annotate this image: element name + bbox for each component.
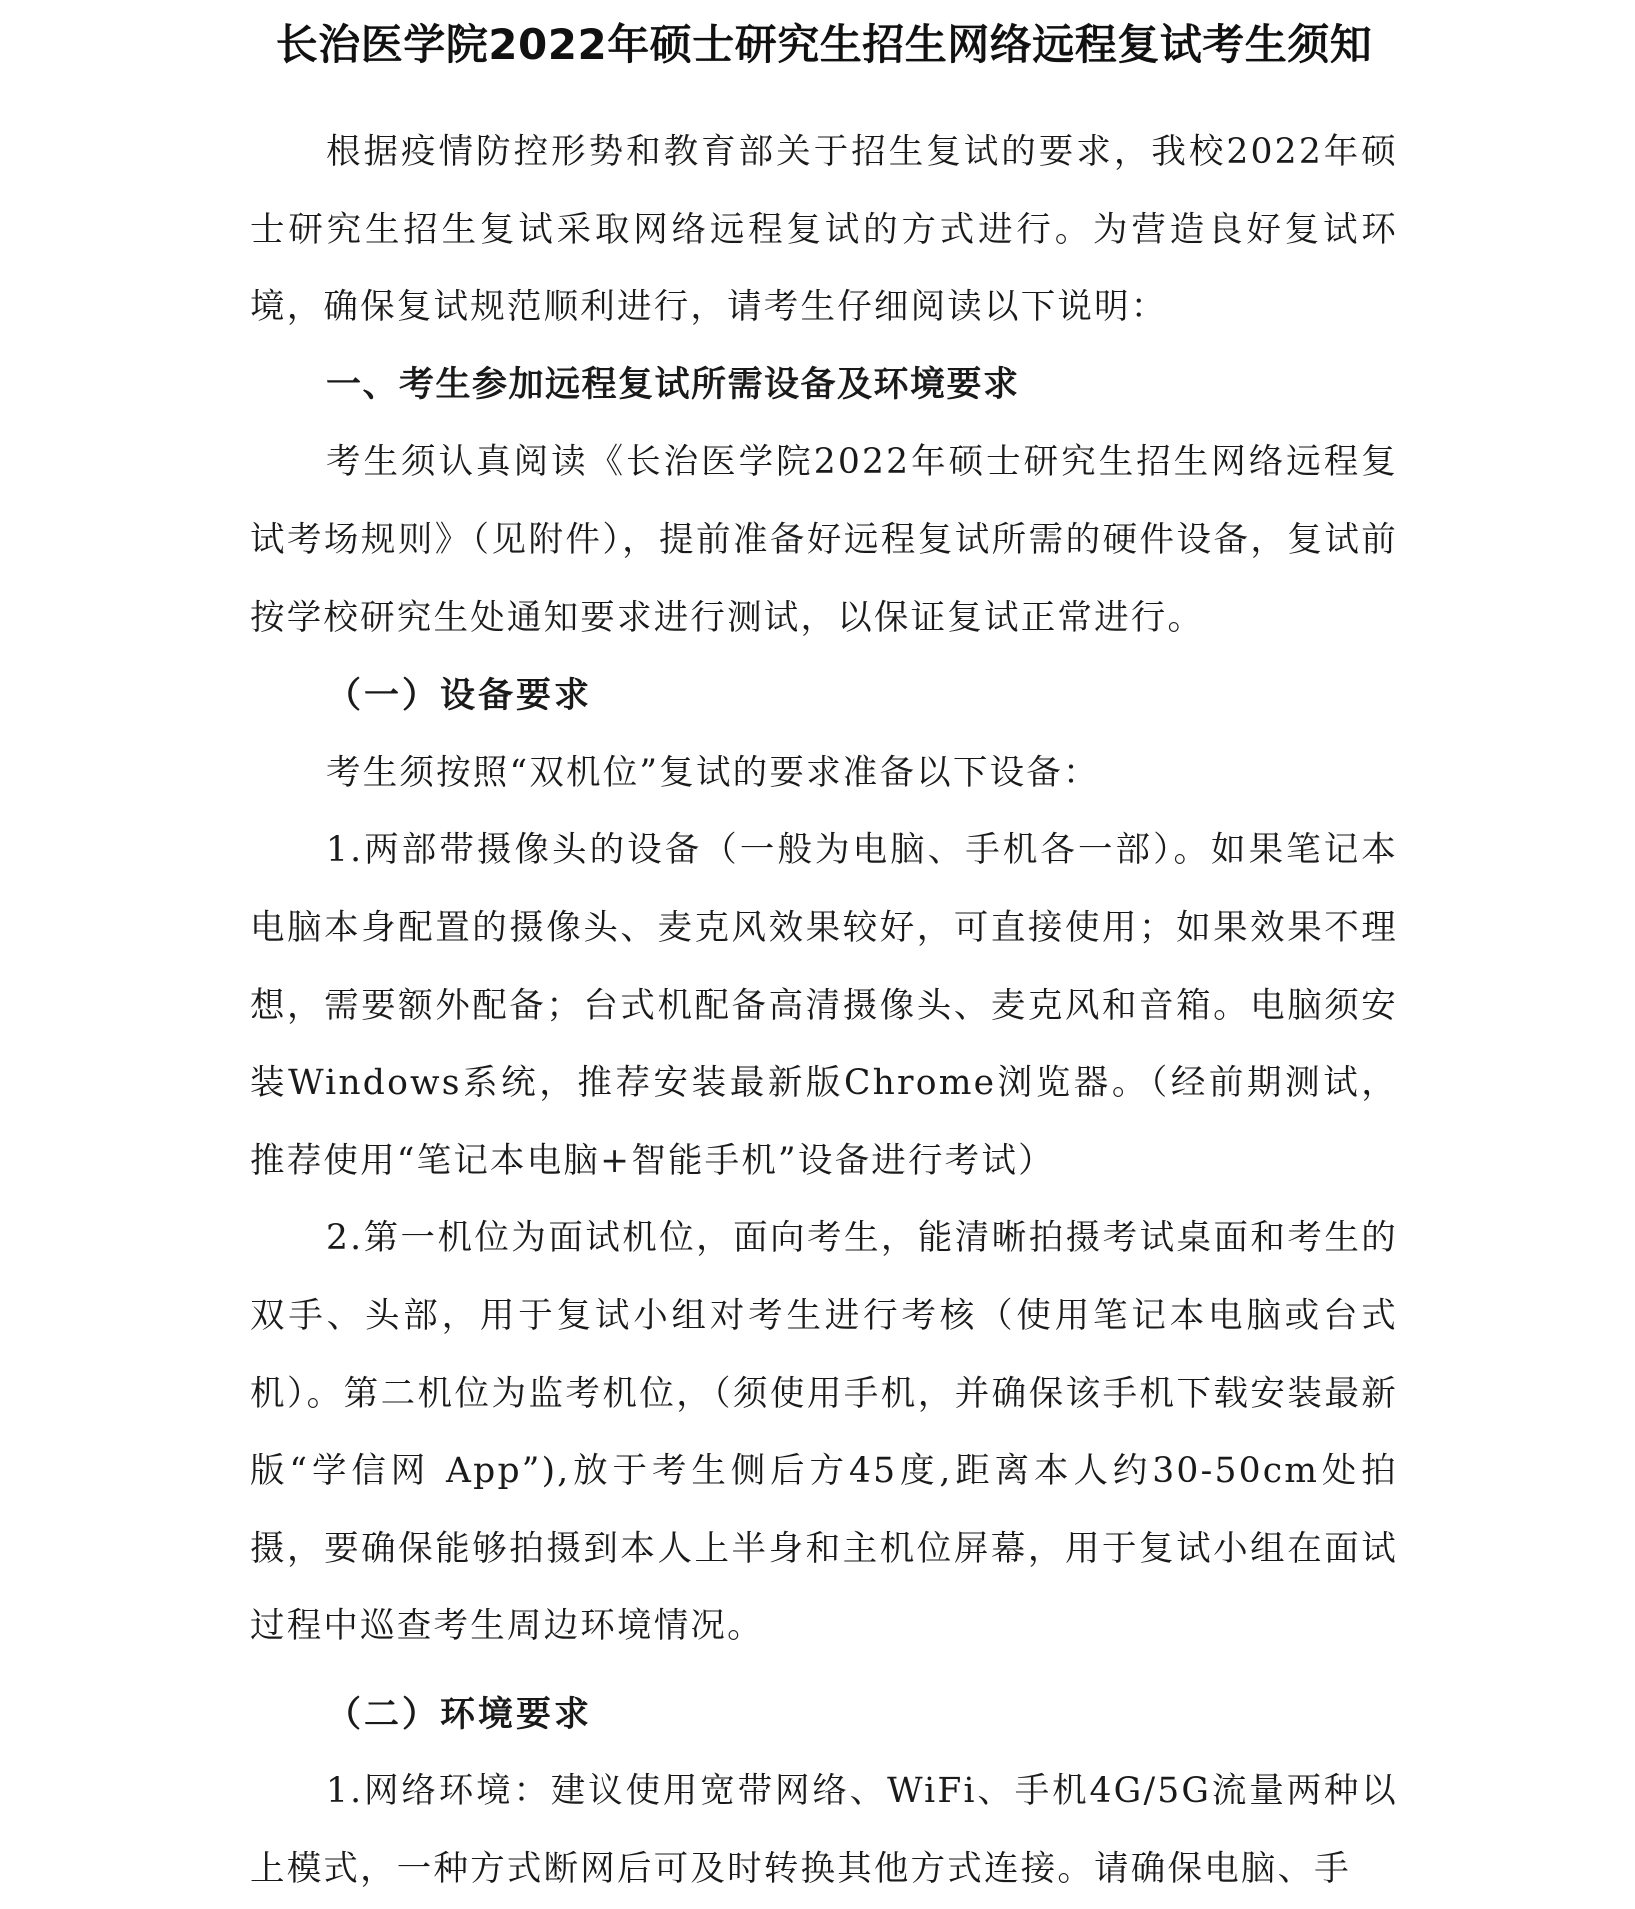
equipment-item-2: 2.第一机位为面试机位，面向考生，能清晰拍摄考试桌面和考生的双手、头部，用于复试小组对考生进行考核（使用笔记本电脑或台式机）。第二机位为监考机位，（须使用手机，并确保该手机下载安装最新版“学信网 App”),放于考生侧后方45度,距离本人约30-50cm处拍摄，要确保能够拍摄到本人上半身和主机位屏幕，用于复试小组在面试过程中巡查考生周边环境情况。: [250, 1218, 1398, 1647]
equipment-item-1: 1.两部带摄像头的设备（一般为电脑、手机各一部）。如果笔记本电脑本身配置的摄像头、麦克风效果较好，可直接使用；如果效果不理想，需要额外配备；台式机配备高清摄像头、麦克风和音箱。电脑须安装Windows系统，推荐安装最新版Chrome浏览器。（经前期测试，推荐使用“笔记本电脑+智能手机”设备进行考试）: [250, 830, 1398, 1181]
subsection-heading-environment: （二）环境要求: [326, 1693, 593, 1735]
equipment-lead-paragraph: 考生须按照“双机位”复试的要求准备以下设备：: [326, 752, 1100, 793]
subsection-heading-equipment: （一）设备要求: [326, 675, 593, 717]
document-title: 长治医学院2022年硕士研究生招生网络远程复试考生须知: [275, 20, 1373, 69]
intro-paragraph: 根据疫情防控形势和教育部关于招生复试的要求，我校2022年硕士研究生招生复试采取网络远程复试的方式进行。为营造良好复试环境，确保复试规范顺利进行，请考生仔细阅读以下说明：: [250, 132, 1398, 328]
document-page: [250, 0, 1398, 1909]
section-heading-equipment-environment: 一、考生参加远程复试所需设备及环境要求: [326, 364, 1020, 405]
environment-item-1: 1.网络环境：建议使用宽带网络、WiFi、手机4G/5G流量两种以上模式，一种方式断网后可及时转换其他方式连接。请确保电脑、手: [250, 1771, 1398, 1890]
section-paragraph-preparation: 考生须认真阅读《长治医学院2022年硕士研究生招生网络远程复试考场规则》（见附件），提前准备好远程复试所需的硬件设备，复试前按学校研究生处通知要求进行测试，以保证复试正常进行。: [250, 442, 1398, 638]
